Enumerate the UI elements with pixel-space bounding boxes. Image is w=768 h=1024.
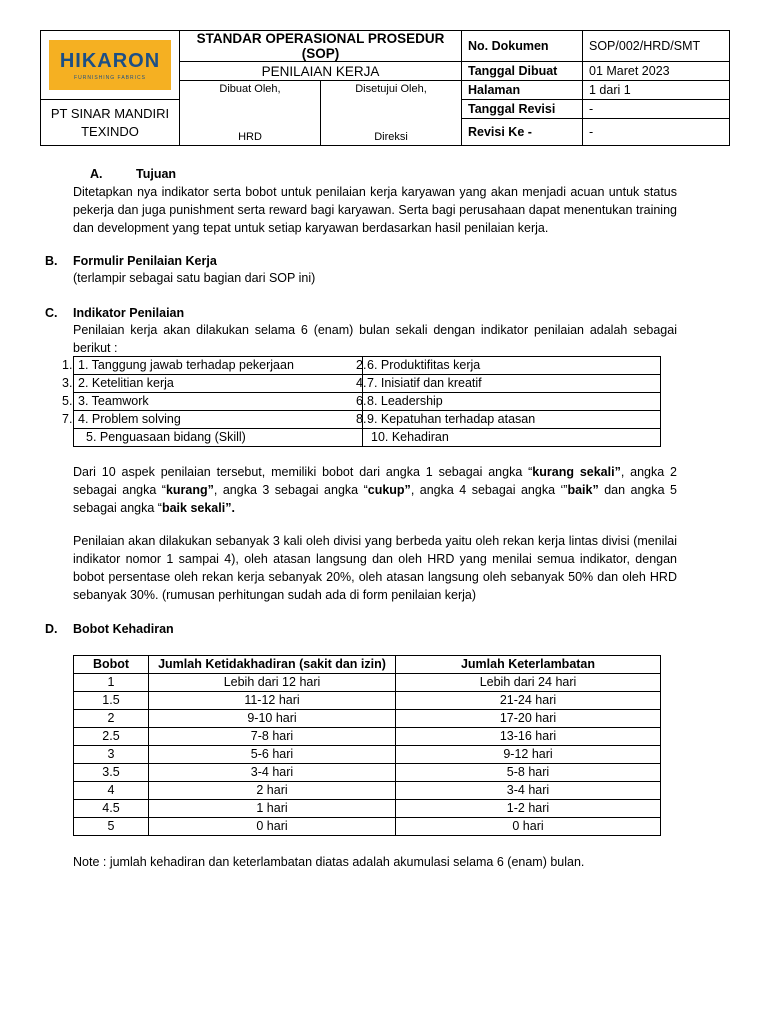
table-row: [74, 782, 661, 800]
meta-value: 1 dari 1: [583, 81, 730, 100]
indicator-cell: 5. Penguasaan bidang (Skill): [74, 429, 363, 447]
absence-cell: 0 hari: [149, 818, 396, 836]
section-d-label: D.: [45, 622, 58, 636]
table-row: [74, 429, 661, 447]
meta-value: -: [583, 100, 730, 119]
weight-cell: 1.5: [74, 692, 149, 710]
lateness-cell: Lebih dari 24 hari: [396, 674, 661, 692]
table-row: [74, 800, 661, 818]
left-number: 7.: [62, 412, 73, 426]
p1-text: Dari 10 aspek penilaian tersebut, memiliki bobot dari angka 1 sebagai angka “: [73, 465, 533, 479]
absence-cell: 11-12 hari: [149, 692, 396, 710]
weight-cell: 2: [74, 710, 149, 728]
table-header-row: [74, 656, 661, 674]
left-number: 1.: [62, 358, 73, 372]
weight-cell: 4: [74, 782, 149, 800]
indicator-cell: 1. Tanggung jawab terhadap pekerjaan: [74, 357, 363, 375]
indicator-cell: 7. Inisiatif dan kreatif: [363, 375, 661, 393]
section-c-title: Indikator Penilaian: [73, 306, 185, 320]
meta-value: -: [583, 119, 730, 146]
lateness-cell: 13-16 hari: [396, 728, 661, 746]
attendance-weight-table: [73, 655, 661, 836]
p1-text: , angka 2 sebagai angka “: [73, 465, 678, 497]
absence-cell: 2 hari: [149, 782, 396, 800]
weight-cell: 3: [74, 746, 149, 764]
meta-label: Tanggal Dibuat: [462, 62, 583, 81]
table-row: [74, 764, 661, 782]
indicator-cell: 10. Kehadiran: [363, 429, 661, 447]
document-header: [40, 30, 730, 146]
approved-by-cell: [321, 81, 462, 146]
made-by-value: HRD: [238, 131, 262, 143]
section-c-label: C.: [45, 306, 58, 320]
meta-label: Revisi Ke -: [462, 119, 583, 146]
hikaron-logo: [49, 40, 171, 90]
p1-bold: cukup”: [367, 483, 411, 497]
weight-cell: 3.5: [74, 764, 149, 782]
lateness-cell: 1-2 hari: [396, 800, 661, 818]
p1-text: , angka 3 sebagai angka “: [213, 483, 368, 497]
mid-number: 2.: [356, 358, 367, 372]
table-row: [74, 728, 661, 746]
logo-subtext: FURNISHING FABRICS: [74, 75, 146, 81]
column-header: Jumlah Ketidakhadiran (sakit dan izin): [149, 656, 396, 674]
section-a-label: A.: [90, 167, 103, 181]
weight-cell: 2.5: [74, 728, 149, 746]
section-d-title: Bobot Kehadiran: [73, 622, 174, 636]
left-number: 5.: [62, 394, 73, 408]
meta-label: Tanggal Revisi: [462, 100, 583, 119]
lateness-cell: 3-4 hari: [396, 782, 661, 800]
section-a-title: Tujuan: [136, 167, 177, 181]
indicator-table: [73, 356, 661, 447]
weight-cell: 1: [74, 674, 149, 692]
section-b-body: (terlampir sebagai satu bagian dari SOP ini): [73, 271, 316, 285]
table-row: [74, 746, 661, 764]
absence-cell: 7-8 hari: [149, 728, 396, 746]
indicator-cell: 9. Kepatuhan terhadap atasan: [363, 411, 661, 429]
assessment-paragraph: Penilaian akan dilakukan sebanyak 3 kali oleh divisi yang berbeda yaitu oleh rekan kerja lintas divisi (menilai indikator nomor 1 sampai 4), oleh atasan langsung dan oleh HRD yang menilai semua indikator, dengan bobot persentase oleh rekan kerja sebanyak 20%, oleh atasan langsung oleh sebanyak 50% dan oleh HRD sebanyak 30%. (rumusan perhitungan sudah ada di form penilaian kerja): [73, 534, 677, 602]
attendance-note: Note : jumlah kehadiran dan keterlambatan diatas adalah akumulasi selama 6 (enam) bulan.: [73, 855, 585, 869]
logo-cell: [41, 31, 180, 100]
p1-bold: kurang sekali”: [532, 465, 621, 479]
table-row: [74, 710, 661, 728]
p1-bold: baik sekali”.: [161, 501, 235, 515]
absence-cell: 3-4 hari: [149, 764, 396, 782]
table-row: [74, 393, 661, 411]
p1-text: , angka 4 sebagai angka ‘”: [410, 483, 568, 497]
table-row: [74, 375, 661, 393]
meta-label: Halaman: [462, 81, 583, 100]
sop-subtitle: PENILAIAN KERJA: [180, 62, 462, 81]
section-a-body: Ditetapkan nya indikator serta bobot untuk penilaian kerja karyawan yang akan menjadi acuan untuk status pekerja dan juga punishment serta reward bagi karyawan. Serta bagi perusahaan dapat menentukan training dan development yang tepat untuk setiap karyawan berdasarkan hasil penilaian kerja.: [73, 185, 677, 235]
weight-cell: 4.5: [74, 800, 149, 818]
column-header: Jumlah Keterlambatan: [396, 656, 661, 674]
company-name: PT SINAR MANDIRI TEXINDO: [41, 100, 180, 146]
absence-cell: 9-10 hari: [149, 710, 396, 728]
meta-value: 01 Maret 2023: [583, 62, 730, 81]
section-b-label: B.: [45, 254, 58, 268]
indicator-cell: 4. Problem solving: [74, 411, 363, 429]
made-by-cell: [180, 81, 321, 146]
section-c-intro: Penilaian kerja akan dilakukan selama 6 (enam) bulan sekali dengan indikator penilaian adalah sebagai berikut :: [73, 323, 677, 355]
table-row: [74, 818, 661, 836]
absence-cell: 5-6 hari: [149, 746, 396, 764]
table-row: [74, 357, 661, 375]
lateness-cell: 9-12 hari: [396, 746, 661, 764]
weight-paragraph: [73, 463, 677, 517]
approved-by-value: Direksi: [374, 131, 408, 143]
meta-label: No. Dokumen: [462, 31, 583, 62]
column-header: Bobot: [74, 656, 149, 674]
lateness-cell: 0 hari: [396, 818, 661, 836]
indicator-cell: 8. Leadership: [363, 393, 661, 411]
left-number: 3.: [62, 376, 73, 390]
mid-number: 8.: [356, 412, 367, 426]
section-b-title: Formulir Penilaian Kerja: [73, 254, 217, 268]
table-row: [74, 692, 661, 710]
absence-cell: Lebih dari 12 hari: [149, 674, 396, 692]
made-by-label: Dibuat Oleh,: [219, 83, 281, 95]
logo-brand: HIKARON: [59, 50, 161, 72]
lateness-cell: 17-20 hari: [396, 710, 661, 728]
p1-bold: baik”: [567, 483, 599, 497]
mid-number: 4.: [356, 376, 367, 390]
p1-bold: kurang”: [165, 483, 214, 497]
approved-by-label: Disetujui Oleh,: [355, 83, 427, 95]
mid-number: 6.: [356, 394, 367, 408]
weight-cell: 5: [74, 818, 149, 836]
indicator-cell: 6. Produktifitas kerja: [363, 357, 661, 375]
lateness-cell: 5-8 hari: [396, 764, 661, 782]
absence-cell: 1 hari: [149, 800, 396, 818]
indicator-cell: 2. Ketelitian kerja: [74, 375, 363, 393]
sop-title: STANDAR OPERASIONAL PROSEDUR (SOP): [180, 31, 462, 62]
meta-value: SOP/002/HRD/SMT: [583, 31, 730, 62]
lateness-cell: 21-24 hari: [396, 692, 661, 710]
table-row: [74, 674, 661, 692]
indicator-cell: 3. Teamwork: [74, 393, 363, 411]
table-row: [74, 411, 661, 429]
p1-text: dan angka 5 sebagai angka “: [73, 483, 677, 515]
